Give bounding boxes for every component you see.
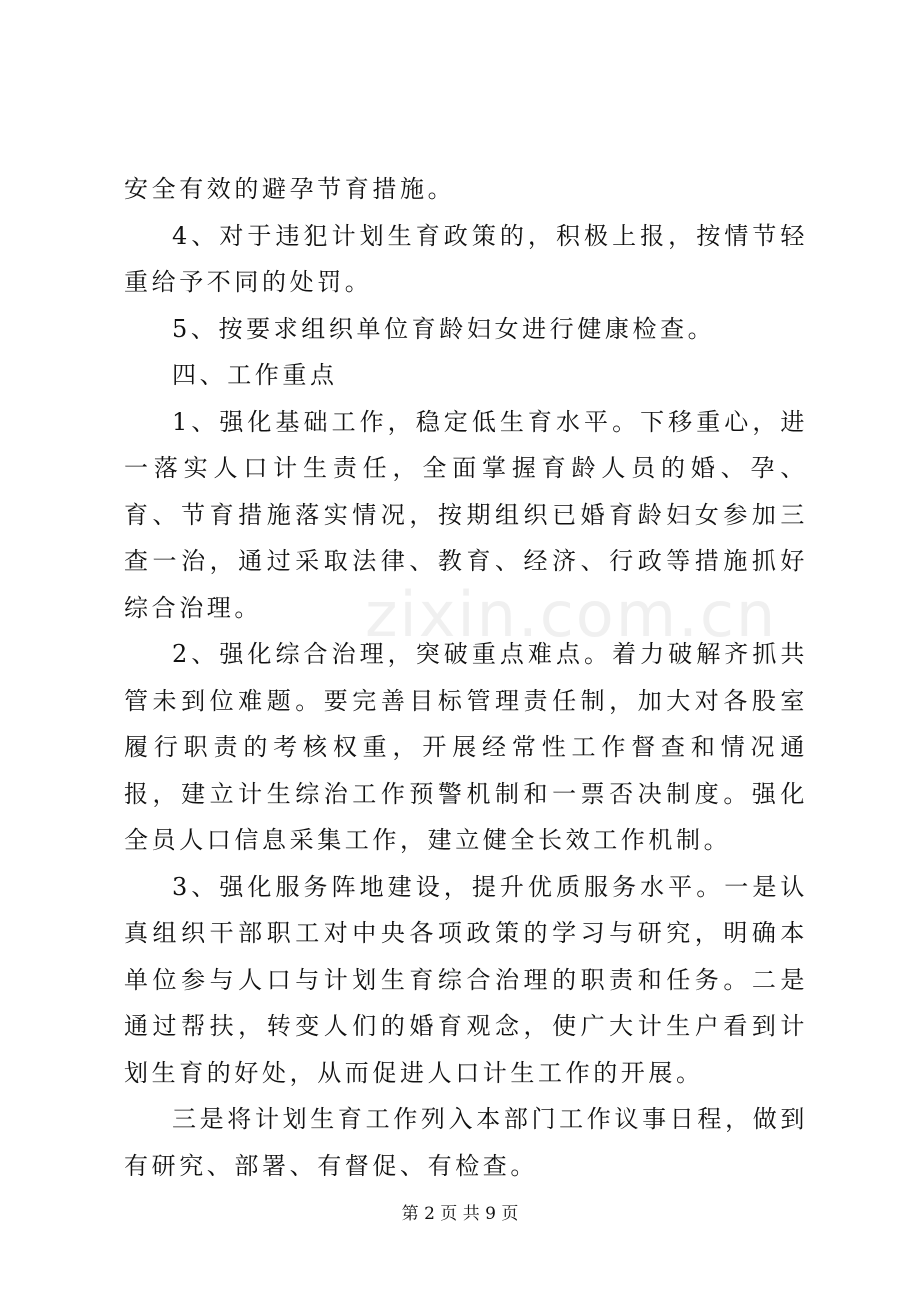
document-body — [124, 166, 808, 1189]
paragraph-focus-2: 2、强化综合治理，突破重点难点。着力破解齐抓共管未到位难题。要完善目标管理责任制，加大对各股室履行职责的考核权重，开展经常性工作督查和情况通报，建立计生综治工作预警机制和一票否决制度。强化全员人口信息采集工作，建立健全长效工作机制。 — [124, 640, 808, 854]
paragraph-focus-1: 1、强化基础工作，稳定低生育水平。下移重心，进一落实人口计生责任，全面掌握育龄人员的婚、孕、育、节育措施落实情况，按期组织已婚育龄妇女参加三查一治，通过采取法律、教育、经济、行政等措施抓好综合治理。 — [124, 407, 808, 622]
section-heading-work-focus: 四、工作重点 — [172, 361, 338, 389]
page-number-footer: 第 2 页 共 9 页 — [401, 1204, 519, 1224]
paragraph-focus-3: 3、强化服务阵地建设，提升优质服务水平。一是认真组织干部职工对中央各项政策的学习与研究，明确本单位参与人口与计划生育综合治理的职责和任务。二是通过帮扶，转变人们的婚育观念，使广大计生户看到计划生育的好处，从而促进人口计生工作的开展。 — [124, 872, 808, 1087]
paragraph-focus-3-continued: 三是将计划生育工作列入本部门工作议事日程，做到有研究、部署、有督促、有检查。 — [124, 1105, 808, 1180]
paragraph-contraception-continuation: 安全有效的避孕节育措施。 — [124, 175, 456, 203]
paragraph-item-5: 5、按要求组织单位育龄妇女进行健康检查。 — [172, 314, 716, 343]
paragraph-item-4: 4、对于违犯计划生育政策的，积极上报，按情节轻重给予不同的处罚。 — [124, 221, 808, 296]
watermark: zixin.com.cn — [365, 578, 778, 651]
